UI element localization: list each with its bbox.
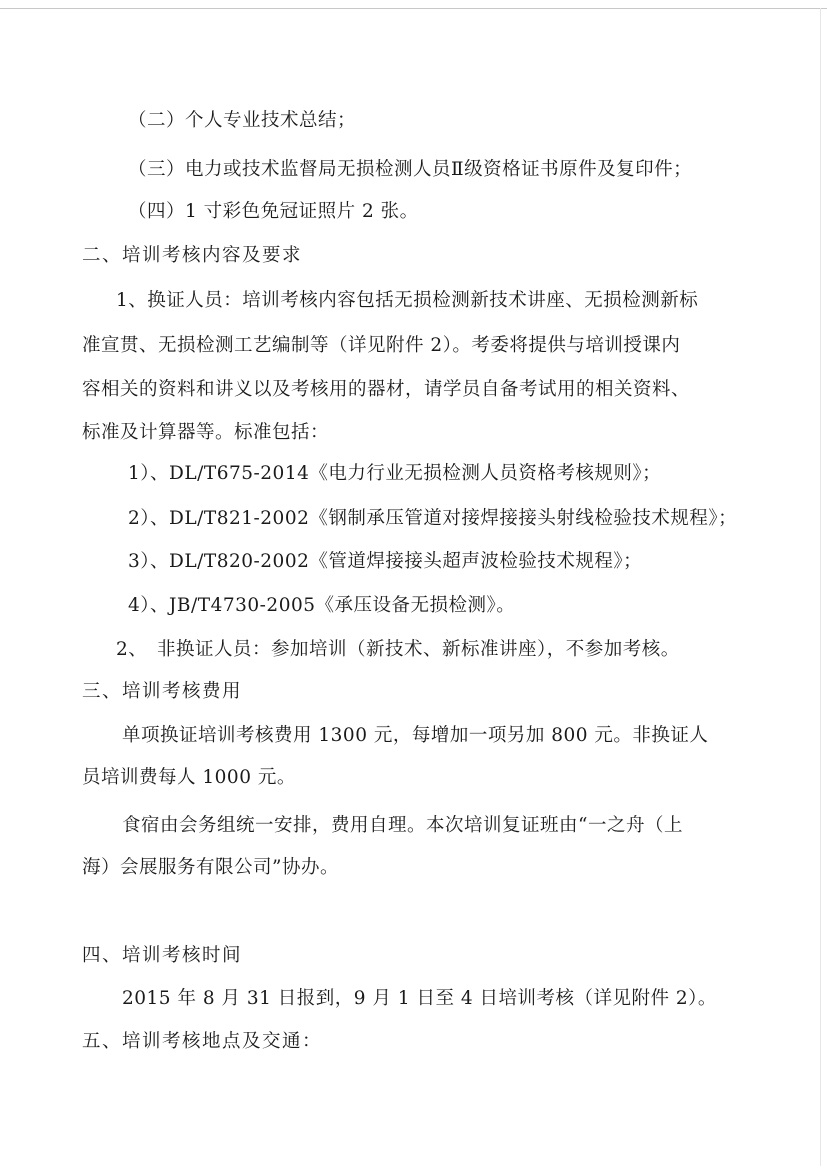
standard-4: 4）、JB/T4730-2005《承压设备无损检测》。 [128,595,516,616]
section-3-heading: 三、培训考核费用 [82,681,243,702]
section-2-heading: 二、培训考核内容及要求 [82,245,303,266]
standard-2: 2）、DL/T821-2002《钢制承压管道对接焊接接头射线检验技术规程》； [128,508,738,529]
item-3: （三）电力或技术监督局无损检测人员Ⅱ级资格证书原件及复印件； [128,159,693,180]
item-2: （二）个人专业技术总结； [128,110,357,131]
sec2-para1-line4: 标准及计算器等。标准包括： [82,422,330,443]
sec2-para2: 2、 非换证人员：参加培训（新技术、新标准讲座），不参加考核。 [116,639,680,660]
section-5-heading: 五、培训考核地点及交通： [82,1031,323,1052]
sec2-para1-line3: 容相关的资料和讲义以及考核用的器材，请学员自备考试用的相关资料、 [82,379,691,400]
time-line: 2015 年 8 月 31 日报到，9 月 1 日至 4 日培训考核（详见附件 2）。 [122,988,717,1009]
page-top-edge [0,8,827,9]
fee-line2: 员培训费每人 1000 元。 [82,767,296,788]
sec2-para1-line2: 准宣贯、无损检测工艺编制等（详见附件 2）。考委将提供与培训授课内 [82,335,681,356]
section-4-heading: 四、培训考核时间 [82,945,243,966]
standard-3: 3）、DL/T820-2002《管道焊接接头超声波检验技术规程》； [128,551,643,572]
sec2-para1-line1: 1、换证人员：培训考核内容包括无损检测新技术讲座、无损检测新标 [116,290,699,311]
item-4: （四）1 寸彩色免冠证照片 2 张。 [128,201,419,222]
page-right-edge [820,8,821,1166]
lodging-line2: 海）会展服务有限公司”协办。 [82,857,339,878]
fee-line1: 单项换证培训考核费用 1300 元，每增加一项另加 800 元。非换证人 [122,725,709,746]
lodging-line1: 食宿由会务组统一安排，费用自理。本次培训复证班由“一之舟（上 [122,815,683,836]
standard-1: 1）、DL/T675-2014《电力行业无损检测人员资格考核规则》； [128,463,662,484]
